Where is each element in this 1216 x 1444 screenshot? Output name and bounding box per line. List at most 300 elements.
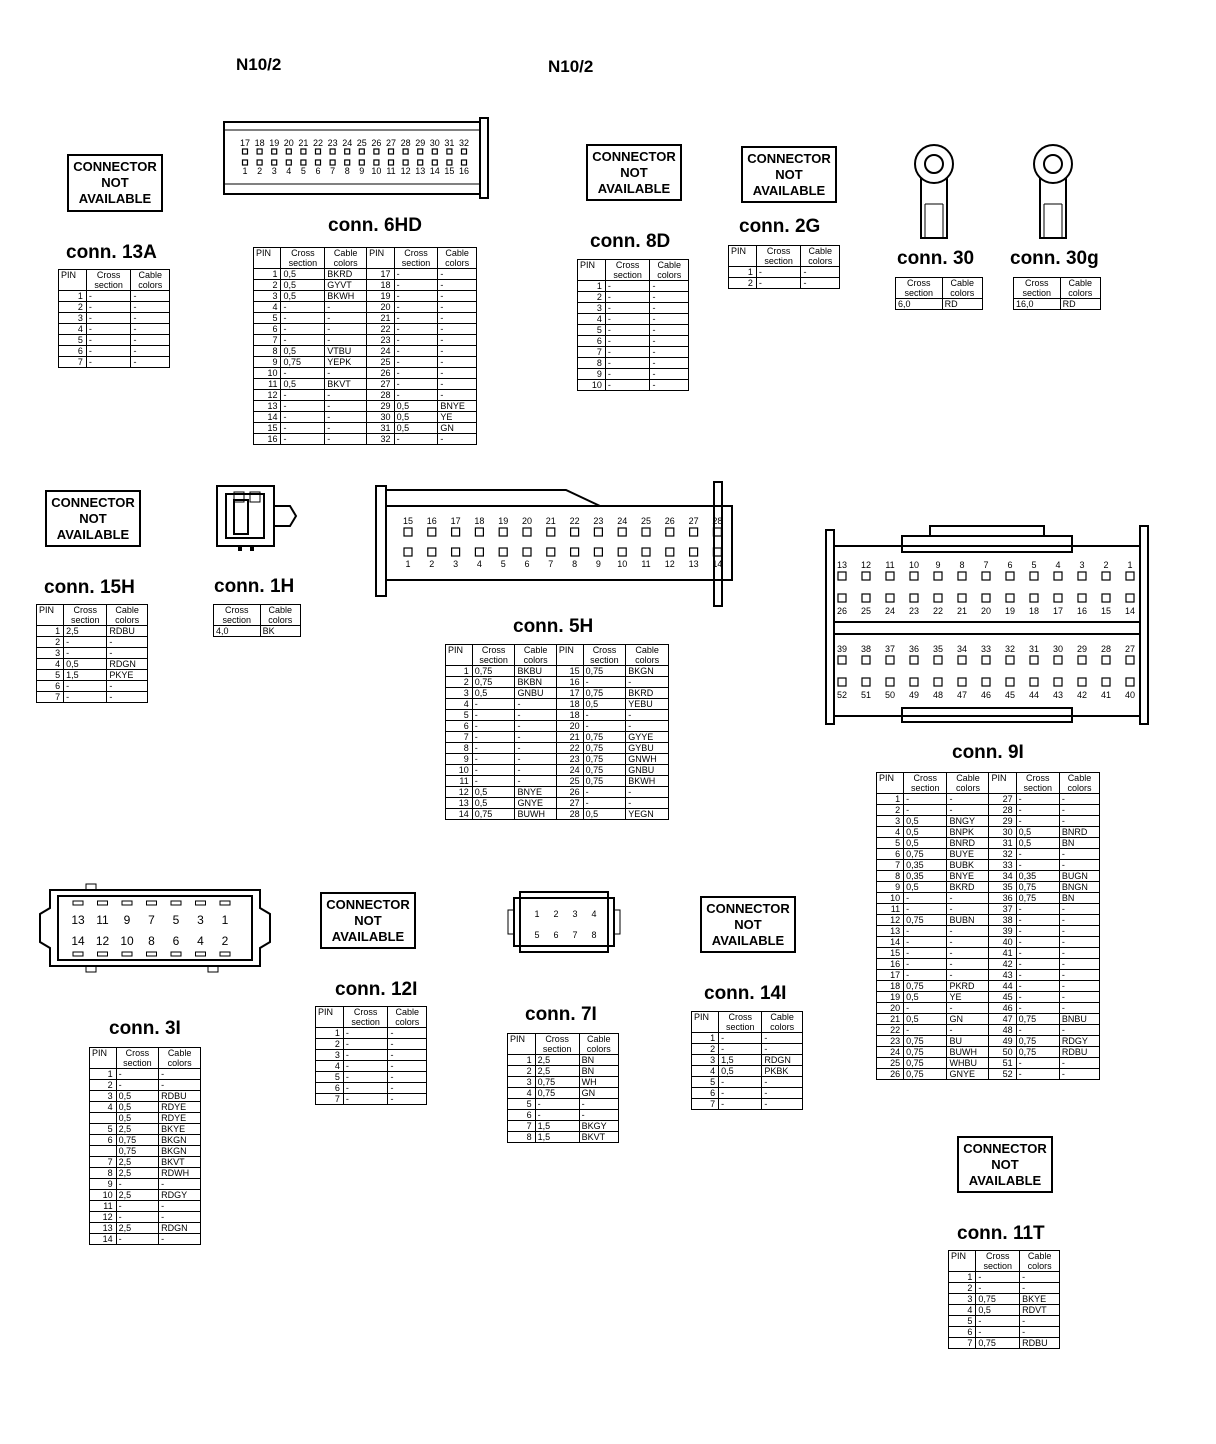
table-row <box>729 267 840 278</box>
connector-1H-drawing <box>214 482 300 552</box>
table-row <box>59 313 170 324</box>
cross-section-cell: 0,5 <box>281 280 325 291</box>
pin-cell: 4 <box>37 659 64 670</box>
table-row <box>37 648 148 659</box>
cross-section-cell: - <box>583 721 626 732</box>
cable-color-cell: WH <box>579 1077 618 1088</box>
pin-socket <box>690 548 698 556</box>
table-row <box>692 1088 803 1099</box>
pin-label: 20 <box>980 606 992 616</box>
cable-color-cell: RDGY <box>1059 1036 1099 1047</box>
slot <box>220 901 230 905</box>
cross-section-cell: - <box>394 302 438 313</box>
pin-label: 13 <box>71 913 85 927</box>
cable-color-cell: - <box>515 732 556 743</box>
pin-cell: 1 <box>446 666 473 677</box>
pin-label: 4 <box>591 909 597 919</box>
pin-cell: 25 <box>556 776 583 787</box>
pin-socket <box>374 160 379 165</box>
pin-cell: 5 <box>446 710 473 721</box>
pin-cell: 18 <box>367 280 394 291</box>
table-row <box>316 1072 427 1083</box>
cable-color-cell: BUWH <box>515 809 556 820</box>
cable-color-cell: - <box>438 379 477 390</box>
cable-color-cell: - <box>650 347 689 358</box>
pin-cell: 3 <box>59 313 87 324</box>
table-row <box>877 948 1100 959</box>
cable-color-cell: - <box>159 1234 201 1245</box>
cross-section-cell: - <box>719 1044 762 1055</box>
pin-label: 9 <box>935 560 941 570</box>
pin-cell: 9 <box>877 882 904 893</box>
pin-cell: 19 <box>877 992 904 1003</box>
pin-cell: 20 <box>556 721 583 732</box>
cross-section-cell: - <box>1016 816 1059 827</box>
pin-socket <box>910 656 918 664</box>
pin-label: 9 <box>359 166 365 176</box>
cross-section-cell: - <box>394 434 438 445</box>
table-row <box>90 1212 201 1223</box>
cable-color-cell: VTBU <box>325 346 367 357</box>
cross-section-cell: - <box>605 303 650 314</box>
pin-socket <box>642 528 650 536</box>
table-row <box>446 809 669 820</box>
pin-socket <box>886 656 894 664</box>
pin-cell: 14 <box>877 937 904 948</box>
cable-color-cell: - <box>650 336 689 347</box>
pin-socket <box>571 548 579 556</box>
cross-section-cell: - <box>343 1094 388 1105</box>
cable-color-cell: - <box>650 314 689 325</box>
cross-section-cell: - <box>1016 970 1059 981</box>
cross-section-cell: - <box>583 710 626 721</box>
cross-section-cell: 0,5 <box>583 699 626 710</box>
pin-label: 12 <box>860 560 872 570</box>
pin-cell: 30 <box>367 412 394 423</box>
cable-color-cell: - <box>762 1044 803 1055</box>
table-row <box>692 1044 803 1055</box>
pin-label: 30 <box>429 138 440 148</box>
pin-label: 12 <box>664 559 675 569</box>
pin-cell: 17 <box>556 688 583 699</box>
pin-cell: 13 <box>877 926 904 937</box>
table-row <box>90 1091 201 1102</box>
column-header: PIN <box>578 260 606 281</box>
slot <box>147 901 157 905</box>
cable-color-cell: - <box>1020 1272 1060 1283</box>
pin-socket <box>547 548 555 556</box>
pin-label: 2 <box>257 166 263 176</box>
pin-socket <box>934 594 942 602</box>
pin-cell: 7 <box>37 692 64 703</box>
cable-color-cell: - <box>131 357 170 368</box>
slot <box>196 901 206 905</box>
pin-socket <box>389 160 394 165</box>
cable-color-cell: YEBU <box>626 699 669 710</box>
cross-section-cell: - <box>281 434 325 445</box>
pin-cell: 19 <box>367 291 394 302</box>
pin-socket <box>838 572 846 580</box>
pin-label: 10 <box>120 934 134 948</box>
cable-color-cell: BUBK <box>947 860 989 871</box>
cross-section-cell: - <box>1016 992 1059 1003</box>
pin-cell: 31 <box>367 423 394 434</box>
cable-color-cell: - <box>438 368 477 379</box>
pin-label: 12 <box>400 166 411 176</box>
cross-section-cell: 0,5 <box>904 838 947 849</box>
pin-cell: 5 <box>59 335 87 346</box>
cross-section-cell: 0,5 <box>472 798 515 809</box>
pin-cell: 28 <box>367 390 394 401</box>
cross-section-cell: 0,75 <box>583 688 626 699</box>
cable-color-cell: - <box>626 798 669 809</box>
pin-socket <box>958 678 966 686</box>
table-row <box>446 666 669 677</box>
pin-cell: 1 <box>90 1069 117 1080</box>
connector-not-available-13A: CONNECTOR NOT AVAILABLE <box>67 154 163 212</box>
cross-section-cell: - <box>756 267 801 278</box>
pin-label: 1 <box>242 166 248 176</box>
cable-color-cell: - <box>1059 959 1099 970</box>
cable-color-cell: - <box>1059 1003 1099 1014</box>
pin-socket <box>910 572 918 580</box>
cross-section-cell: 0,75 <box>116 1146 159 1157</box>
cable-color-cell: - <box>325 313 367 324</box>
pin-cell: 10 <box>254 368 281 379</box>
table-row <box>316 1061 427 1072</box>
cross-section-cell: - <box>281 401 325 412</box>
cable-color-cell: - <box>762 1077 803 1088</box>
table-row <box>446 765 669 776</box>
column-header: Cable colors <box>1060 278 1100 299</box>
pin-socket <box>499 548 507 556</box>
cross-section-cell: 2,5 <box>535 1055 579 1066</box>
pin-socket <box>1030 572 1038 580</box>
pin-cell <box>90 1113 117 1124</box>
cable-color-cell: - <box>801 267 840 278</box>
cross-section-cell: 0,5 <box>1016 838 1059 849</box>
table-row <box>254 434 477 445</box>
cable-color-cell: - <box>388 1050 427 1061</box>
pin-cell: 14 <box>254 412 281 423</box>
pin-cell: 5 <box>37 670 64 681</box>
pin-label: 2 <box>429 559 435 569</box>
pin-cell: 3 <box>90 1091 117 1102</box>
cable-color-cell: - <box>801 278 840 289</box>
cable-color-cell: BKVT <box>159 1157 201 1168</box>
pin-socket <box>359 149 364 154</box>
pin-label: 9 <box>123 913 131 927</box>
pin-socket <box>1006 572 1014 580</box>
pin-socket <box>690 528 698 536</box>
pin-cell: 4 <box>508 1088 536 1099</box>
table-row <box>316 1083 427 1094</box>
pin-socket <box>1102 572 1110 580</box>
cross-section-cell: - <box>1016 981 1059 992</box>
pin-cell: 42 <box>989 959 1016 970</box>
pin-label: 22 <box>312 138 324 148</box>
pin-label: 23 <box>908 606 920 616</box>
pin-socket <box>1054 572 1062 580</box>
cable-color-cell: - <box>579 1110 618 1121</box>
pin-label: 15 <box>444 166 455 176</box>
cable-color-cell: PKYE <box>107 670 148 681</box>
cross-section-cell: 0,5 <box>976 1305 1020 1316</box>
column-header: PIN <box>877 773 904 794</box>
pin-table-13A <box>58 269 170 368</box>
pin-cell: 6 <box>508 1110 536 1121</box>
table-row <box>877 1014 1100 1025</box>
cable-color-cell: GNYE <box>515 798 556 809</box>
title-1H: conn. 1H <box>214 576 295 597</box>
pin-cell: 5 <box>692 1077 719 1088</box>
cross-section-cell: - <box>583 798 626 809</box>
pin-cell: 43 <box>989 970 1016 981</box>
cross-section-cell: 0,75 <box>583 754 626 765</box>
cross-section-cell: - <box>1016 904 1059 915</box>
cable-color-cell: - <box>159 1080 201 1091</box>
cross-section-cell: 4,0 <box>214 626 261 637</box>
pin-cell: 6 <box>316 1083 344 1094</box>
table-row <box>90 1102 201 1113</box>
column-header: Cross section <box>86 270 131 291</box>
pin-label: 26 <box>371 138 382 148</box>
pin-cell: 7 <box>59 357 87 368</box>
pin-label: 31 <box>444 138 455 148</box>
cross-section-cell: - <box>64 648 107 659</box>
pin-cell: 52 <box>989 1069 1016 1080</box>
table-row <box>877 849 1100 860</box>
pin-cell: 13 <box>90 1223 117 1234</box>
cross-section-cell: - <box>904 937 947 948</box>
cable-color-cell: GNBU <box>626 765 669 776</box>
pin-cell: 26 <box>556 787 583 798</box>
pin-cell: 2 <box>578 292 606 303</box>
pin-cell: 16 <box>254 434 281 445</box>
cross-section-cell: 0,75 <box>1016 893 1059 904</box>
table-row <box>877 981 1100 992</box>
cable-color-cell: BKYE <box>1020 1294 1060 1305</box>
cross-section-cell: 0,5 <box>281 379 325 390</box>
pin-cell: 27 <box>989 794 1016 805</box>
pin-socket <box>934 678 942 686</box>
cross-section-cell: - <box>472 776 515 787</box>
column-header: PIN <box>254 248 281 269</box>
table-row <box>578 303 689 314</box>
pin-cell: 6 <box>578 336 606 347</box>
cable-color-cell: - <box>1059 904 1099 915</box>
pin-cell: 28 <box>556 809 583 820</box>
cable-color-cell: - <box>107 648 148 659</box>
pin-cell: 34 <box>989 871 1016 882</box>
table-row <box>90 1190 201 1201</box>
pin-cell: 4 <box>877 827 904 838</box>
cross-section-cell: - <box>1016 948 1059 959</box>
cable-color-cell: RDBU <box>1020 1338 1060 1349</box>
table-row <box>446 776 669 787</box>
table-row <box>446 743 669 754</box>
pin-cell: 3 <box>316 1050 344 1061</box>
pin-label: 21 <box>545 516 556 526</box>
pin-socket <box>1126 594 1134 602</box>
pin-socket <box>910 594 918 602</box>
pin-cell: 20 <box>367 302 394 313</box>
pin-cell: 11 <box>446 776 473 787</box>
pin-label: 45 <box>1004 690 1016 700</box>
cross-section-cell: - <box>472 732 515 743</box>
table-row <box>254 412 477 423</box>
cable-color-cell: GN <box>438 423 477 434</box>
pin-table-30g <box>1013 277 1101 310</box>
cross-section-cell: - <box>394 324 438 335</box>
cross-section-cell: 0,5 <box>116 1102 159 1113</box>
table-row <box>877 794 1100 805</box>
cable-color-cell: BKBU <box>515 666 556 677</box>
table-row <box>692 1066 803 1077</box>
cross-section-cell: - <box>1016 1003 1059 1014</box>
cable-color-cell: - <box>650 325 689 336</box>
cross-section-cell: - <box>394 346 438 357</box>
cross-section-cell: - <box>976 1316 1020 1327</box>
pin-socket <box>958 656 966 664</box>
cable-color-cell: - <box>325 324 367 335</box>
pin-cell: 6 <box>37 681 64 692</box>
table-row <box>508 1110 619 1121</box>
pin-label: 8 <box>591 930 597 940</box>
pin-socket <box>1006 594 1014 602</box>
cable-color-cell: - <box>325 423 367 434</box>
pin-socket <box>272 149 277 154</box>
column-header: PIN <box>949 1251 976 1272</box>
pin-socket <box>404 548 412 556</box>
cable-color-cell: - <box>107 681 148 692</box>
slot <box>122 901 132 905</box>
cable-color-cell: - <box>438 434 477 445</box>
pin-label: 6 <box>524 559 530 569</box>
slot <box>171 901 181 905</box>
pin-cell: 32 <box>989 849 1016 860</box>
pin-cell: 49 <box>989 1036 1016 1047</box>
pin-label: 42 <box>1076 690 1088 700</box>
pin-socket <box>272 160 277 165</box>
pin-cell: 5 <box>316 1072 344 1083</box>
pin-label: 17 <box>450 516 461 526</box>
slot <box>122 952 132 956</box>
table-row <box>877 860 1100 871</box>
pin-socket <box>934 572 942 580</box>
pin-socket <box>666 548 674 556</box>
pin-socket <box>982 678 990 686</box>
table-row <box>59 291 170 302</box>
table-row <box>446 677 669 688</box>
cable-color-cell: - <box>650 292 689 303</box>
pin-socket <box>1126 656 1134 664</box>
cross-section-cell: 0,75 <box>904 849 947 860</box>
table-row <box>877 871 1100 882</box>
pin-cell: 46 <box>989 1003 1016 1014</box>
cable-color-cell: - <box>626 721 669 732</box>
column-header: Cable colors <box>131 270 170 291</box>
column-header: Cross section <box>281 248 325 269</box>
pin-label: 19 <box>498 516 509 526</box>
pin-cell: 8 <box>254 346 281 357</box>
cable-color-cell: - <box>626 710 669 721</box>
table-row <box>508 1066 619 1077</box>
slot <box>220 952 230 956</box>
title-7I: conn. 7I <box>525 1004 597 1025</box>
pin-label: 23 <box>593 516 604 526</box>
cable-color-cell: BN <box>579 1055 618 1066</box>
cross-section-cell: 0,5 <box>394 412 438 423</box>
table-row <box>214 626 301 637</box>
column-header: Cross section <box>214 605 261 626</box>
cross-section-cell: - <box>904 926 947 937</box>
table-row <box>578 281 689 292</box>
pin-socket <box>389 149 394 154</box>
cable-color-cell: RD <box>942 299 982 310</box>
pin-cell: 15 <box>877 948 904 959</box>
column-header: Cross section <box>756 246 801 267</box>
pin-socket <box>523 528 531 536</box>
table-row <box>316 1039 427 1050</box>
table-row <box>446 688 669 699</box>
cable-color-cell: - <box>131 346 170 357</box>
table-row <box>877 838 1100 849</box>
column-header: Cross section <box>605 260 650 281</box>
cable-color-cell: - <box>131 324 170 335</box>
cable-color-cell: - <box>388 1039 427 1050</box>
cable-color-cell: - <box>1020 1327 1060 1338</box>
pin-cell: 39 <box>989 926 1016 937</box>
cable-color-cell: BKGN <box>159 1146 201 1157</box>
column-header: Cross section <box>472 645 515 666</box>
pin-table-9I <box>876 772 1100 1080</box>
column-header: PIN <box>367 248 394 269</box>
cross-section-cell: - <box>343 1039 388 1050</box>
table-row <box>578 369 689 380</box>
ring-terminal-30-drawing <box>912 144 958 240</box>
cable-color-cell: RDYE <box>159 1113 201 1124</box>
pin-socket <box>862 656 870 664</box>
cross-section-cell: 0,75 <box>1016 882 1059 893</box>
pin-cell: 23 <box>556 754 583 765</box>
pin-cell: 6 <box>446 721 473 732</box>
pin-cell: 40 <box>989 937 1016 948</box>
pin-cell: 3 <box>692 1055 719 1066</box>
pin-cell: 12 <box>254 390 281 401</box>
table-row <box>59 324 170 335</box>
pin-socket <box>862 594 870 602</box>
table-row <box>254 280 477 291</box>
pin-cell: 6 <box>949 1327 976 1338</box>
pin-label: 18 <box>474 516 485 526</box>
cross-section-cell: - <box>343 1072 388 1083</box>
cross-section-cell: 6,0 <box>896 299 943 310</box>
cable-color-cell: BNRD <box>1059 827 1099 838</box>
pin-cell: 50 <box>989 1047 1016 1058</box>
column-header: Cable colors <box>515 645 556 666</box>
connector-7I-drawing <box>506 890 622 956</box>
pin-label: 3 <box>197 913 204 927</box>
pin-label: 16 <box>458 166 470 176</box>
pin-cell: 12 <box>446 787 473 798</box>
cross-section-cell: 0,5 <box>394 401 438 412</box>
cable-color-cell: - <box>515 710 556 721</box>
cable-color-cell: BNPK <box>947 827 989 838</box>
cross-section-cell: - <box>472 754 515 765</box>
cross-section-cell: 0,75 <box>583 666 626 677</box>
cross-section-cell: - <box>1016 926 1059 937</box>
